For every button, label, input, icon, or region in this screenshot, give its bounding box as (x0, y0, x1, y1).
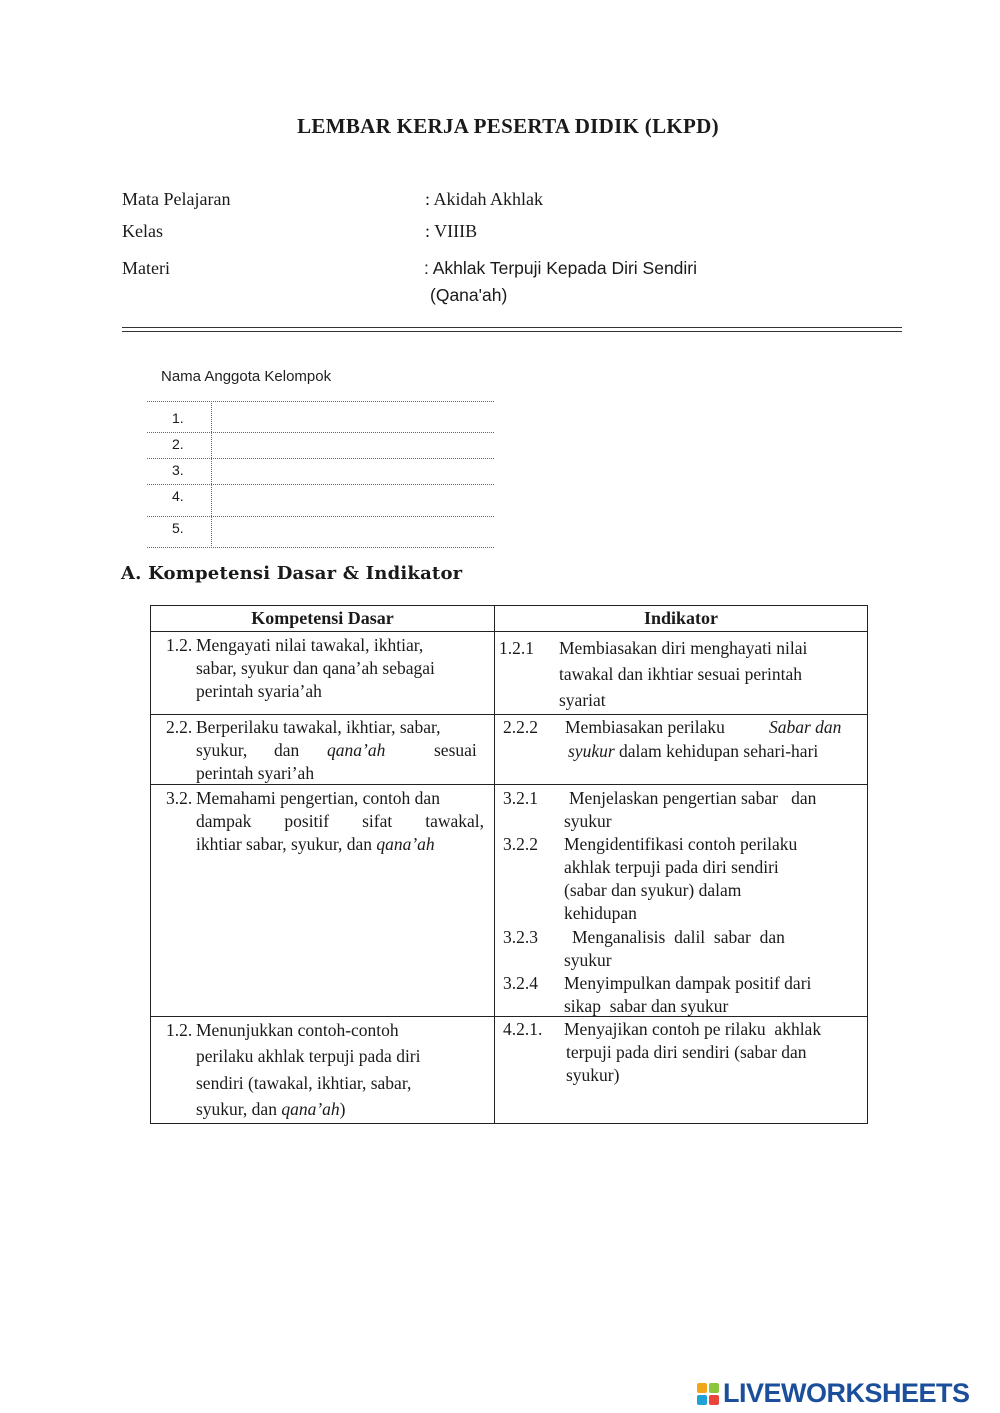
divider-rule-bottom (122, 331, 902, 332)
member-row-line (147, 401, 494, 402)
row2-indicator-text: dalam kehidupan sehari-hari (619, 741, 819, 761)
member-number-5: 5. (172, 520, 184, 536)
member-column-divider (211, 401, 212, 548)
logo-square (697, 1395, 707, 1405)
liveworksheets-logo[interactable] (697, 1378, 970, 1409)
table-column-divider (494, 606, 495, 1123)
row3-indicator-line: Menjelaskan pengertian sabar dan (569, 788, 817, 808)
logo-square (697, 1383, 707, 1393)
row3-indicator-line: sikap sabar dan syukur (564, 996, 729, 1016)
section-a-heading: A. Kompetensi Dasar & Indikator (121, 563, 463, 584)
row3-indicator-number: 3.2.1 (503, 788, 538, 808)
row2-kd-word: sesuai (434, 740, 477, 760)
row2-kd-number: 2.2. (166, 717, 193, 737)
row1-indicator-line: syariat (559, 690, 606, 710)
row2-indicator-line2 (568, 740, 818, 763)
table-row-line (151, 631, 867, 632)
logo-square (709, 1395, 719, 1405)
class-label: Kelas (122, 221, 163, 241)
row3-indicator-number: 3.2.3 (503, 927, 538, 947)
row2-kd-line: Berperilaku tawakal, ikhtiar, sabar, (196, 717, 441, 737)
row1-kd-line: Mengayati nilai tawakal, ikhtiar, (196, 635, 424, 655)
qanaah-italic: qana’ah (281, 1099, 340, 1119)
group-members-label: Nama Anggota Kelompok (161, 368, 332, 385)
qanaah-italic: qana’ah (376, 834, 435, 854)
row1-indicator-line: tawakal dan ikhtiar sesuai perintah (559, 664, 802, 684)
row1-indicator-line: Membiasakan diri menghayati nilai (559, 638, 808, 658)
row2-indicator-line: Membiasakan perilaku (565, 717, 725, 737)
row2-indicator-number: 2.2.2 (503, 717, 538, 737)
row1-kd-number: 1.2. (166, 635, 193, 655)
table-row-line (151, 714, 867, 715)
row3-indicator-line: Mengidentifikasi contoh perilaku (564, 834, 798, 854)
row3-kd-number: 3.2. (166, 788, 193, 808)
row3-indicator-line: Menyimpulkan dampak positif dari (564, 973, 812, 993)
row4-kd-line4 (196, 1098, 346, 1121)
row1-kd-line: perintah syaria’ah (196, 681, 322, 701)
material-value-line1: : Akhlak Terpuji Kepada Diri Sendiri (424, 258, 698, 278)
class-value: : VIIIB (425, 221, 478, 241)
qanaah-italic: qana’ah (327, 740, 386, 760)
member-number-3: 3. (172, 462, 184, 478)
row3-indicator-line: syukur (564, 950, 612, 970)
row2-kd-word: dan (274, 740, 300, 760)
divider-rule-top (122, 327, 902, 328)
sabar-dan-italic: Sabar dan (769, 717, 842, 737)
row3-indicator-line: syukur (564, 811, 612, 831)
subject-label: Mata Pelajaran (122, 189, 231, 209)
header-indikator: Indikator (643, 608, 719, 628)
row3-indicator-number: 3.2.2 (503, 834, 538, 854)
member-row-line (147, 516, 494, 517)
row3-kd-text: ikhtiar sabar, syukur, dan (196, 834, 372, 854)
member-row-line (147, 458, 494, 459)
row3-kd-line: Memahami pengertian, contoh dan (196, 788, 440, 808)
row4-indicator-line: terpuji pada diri sendiri (sabar dan (566, 1042, 807, 1062)
row4-kd-number: 1.2. (166, 1020, 193, 1040)
member-number-2: 2. (172, 436, 184, 452)
row4-indicator-number: 4.2.1. (503, 1019, 543, 1039)
table-row-line (151, 1016, 867, 1017)
material-value-line2: (Qana'ah) (430, 285, 508, 305)
row3-indicator-number: 3.2.4 (503, 973, 538, 993)
row2-kd-line: perintah syari’ah (196, 763, 315, 783)
row4-indicator-line: syukur) (566, 1065, 620, 1085)
row4-kd-line: Menunjukkan contoh-contoh (196, 1020, 399, 1040)
header-kompetensi-dasar: Kompetensi Dasar (251, 608, 394, 628)
row3-kd-line: dampak positif sifat tawakal, (196, 811, 484, 831)
syukur-italic: syukur (568, 741, 615, 761)
liveworksheets-logo-text: LIVEWORKSHEETS (723, 1378, 970, 1408)
liveworksheets-logo-icon (697, 1383, 719, 1405)
row4-kd-line: perilaku akhlak terpuji pada diri (196, 1046, 421, 1066)
row3-indicator-line: kehidupan (564, 903, 637, 923)
row1-indicator-number: 1.2.1 (499, 638, 534, 658)
row3-indicator-line: Menganalisis dalil sabar dan (572, 927, 785, 947)
subject-value: : Akidah Akhlak (425, 189, 543, 209)
member-number-4: 4. (172, 488, 184, 504)
row1-kd-line: sabar, syukur dan qana’ah sebagai (196, 658, 435, 678)
row2-kd-word: syukur, (196, 740, 248, 760)
document-title: LEMBAR KERJA PESERTA DIDIK (LKPD) (297, 114, 719, 138)
group-members-table (147, 401, 494, 548)
row4-kd-paren: ) (339, 1099, 346, 1119)
row3-indicator-line: (sabar dan syukur) dalam (564, 880, 742, 900)
competency-table (150, 605, 868, 1124)
row4-indicator-line: Menyajikan contoh pe rilaku akhlak (564, 1019, 822, 1039)
member-number-1: 1. (172, 410, 184, 426)
member-row-line (147, 484, 494, 485)
row3-indicator-line: akhlak terpuji pada diri sendiri (564, 857, 779, 877)
row3-kd-line3 (196, 833, 435, 856)
member-row-line (147, 432, 494, 433)
row4-kd-line: sendiri (tawakal, ikhtiar, sabar, (196, 1073, 412, 1093)
row4-kd-text: syukur, dan (196, 1099, 277, 1119)
row2-kd-word-italic (327, 739, 385, 762)
material-label: Materi (122, 258, 170, 278)
member-row-line (147, 547, 494, 548)
logo-square (709, 1383, 719, 1393)
row2-indicator-italic (769, 716, 841, 739)
